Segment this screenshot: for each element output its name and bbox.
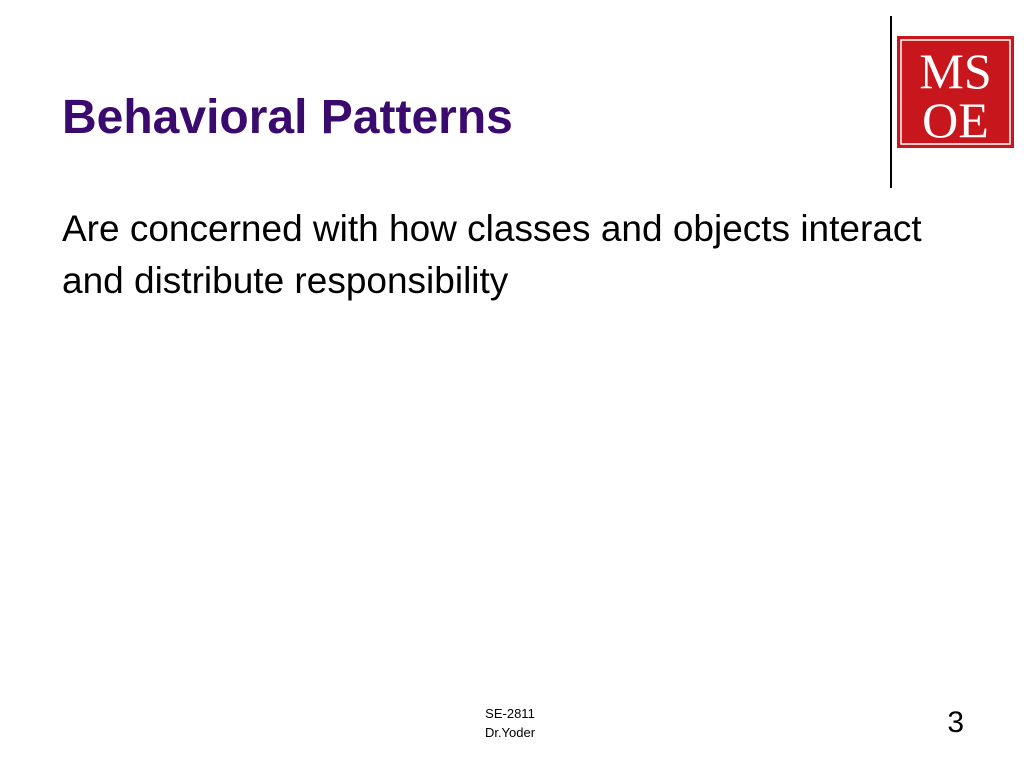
svg-text:OE: OE: [922, 92, 989, 148]
msoe-logo: [897, 36, 1014, 148]
footer-course-code: SE-2811: [485, 706, 535, 721]
slide-title: Behavioral Patterns: [62, 91, 513, 144]
footer-author: Dr.Yoder: [484, 724, 536, 740]
slide-body-text: Are concerned with how classes and objects interact and distribute responsibility: [62, 208, 922, 301]
svg-text:MS: MS: [919, 43, 992, 99]
vertical-divider: [890, 16, 892, 188]
msoe-logo-graphic: [897, 36, 1014, 148]
footer-course-info: [440, 705, 580, 743]
page-number: 3: [947, 706, 964, 739]
